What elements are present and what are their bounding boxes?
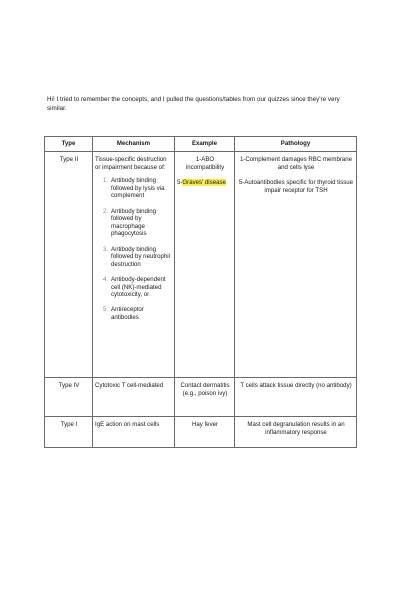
item-text: Antibody binding followed by lysis via complement xyxy=(111,177,165,200)
cell-example xyxy=(175,152,235,378)
cell-type xyxy=(45,378,93,417)
item-number: 2. xyxy=(103,207,109,215)
cell-type xyxy=(45,152,93,378)
pathology-1: 1-Complement damages RBC membrane and cells lyse xyxy=(239,156,353,171)
highlighted-text: Graves' disease xyxy=(182,179,226,187)
cell-mechanism xyxy=(93,417,175,448)
mechanism-intro: Tissue-specific destruction or impairment because of: xyxy=(95,156,167,171)
header-type: Type xyxy=(45,137,93,152)
cell-pathology xyxy=(235,152,357,378)
row-type-ii xyxy=(45,152,357,378)
type-label: Type II xyxy=(59,156,79,163)
mechanism-text: Cytotoxic T cell-mediated xyxy=(95,382,164,389)
cell-mechanism xyxy=(93,378,175,417)
mechanism-item xyxy=(95,306,173,321)
header-example: Example xyxy=(175,137,235,152)
example-1: 1-ABO incompatibility xyxy=(185,156,225,171)
mechanism-text: IgE action on mast cells xyxy=(95,421,160,428)
item-number: 3. xyxy=(103,245,109,253)
item-text: Antireceptor antibodies xyxy=(111,306,144,321)
hypersensitivity-table xyxy=(44,136,357,448)
example-5-prefix: 5- xyxy=(177,179,183,187)
pathology-5: 5-Autoantibodies specific for thyroid tissue impair receptor for TSH xyxy=(238,179,354,194)
header-pathology: Pathology xyxy=(235,137,357,152)
cell-example xyxy=(175,417,235,448)
item-text: Antibody binding followed by macrophage phagocytosis xyxy=(111,207,157,238)
mechanism-item xyxy=(95,276,173,299)
pathology-text: T cells attack tissue directly (no antibody) xyxy=(240,382,352,389)
example-text: Contact dermatitis (e.g., poison ivy) xyxy=(180,382,230,397)
header-row xyxy=(45,137,357,152)
mechanism-item xyxy=(95,208,173,238)
mechanism-item xyxy=(95,246,173,269)
cell-example xyxy=(175,378,235,417)
mechanism-list xyxy=(95,177,173,321)
type-label: Type IV xyxy=(58,382,80,389)
example-5 xyxy=(177,179,233,187)
header-mechanism: Mechanism xyxy=(93,137,175,152)
item-number: 5. xyxy=(103,306,109,314)
item-text: Antibody-dependent cell (NK)-mediated cytotoxicity, or xyxy=(111,275,166,299)
row-type-i xyxy=(45,417,357,448)
example-text: Hay fever xyxy=(191,421,219,428)
item-number: 1. xyxy=(103,177,109,185)
cell-pathology xyxy=(235,417,357,448)
type-label: Type I xyxy=(60,421,78,428)
item-text: Antibody binding followed by neutrophil destruction xyxy=(111,245,170,268)
cell-pathology xyxy=(235,378,357,417)
intro-paragraph: Hi! I tried to remember the concepts, and I pulled the questions/tables from our quizzes since they're very similar. xyxy=(47,96,340,112)
mechanism-item xyxy=(95,177,173,200)
item-number: 4. xyxy=(103,275,109,283)
pathology-text: Mast cell degranulation results in an inflammatory response xyxy=(247,421,345,436)
cell-mechanism xyxy=(93,152,175,378)
row-type-iv xyxy=(45,378,357,417)
cell-type xyxy=(45,417,93,448)
